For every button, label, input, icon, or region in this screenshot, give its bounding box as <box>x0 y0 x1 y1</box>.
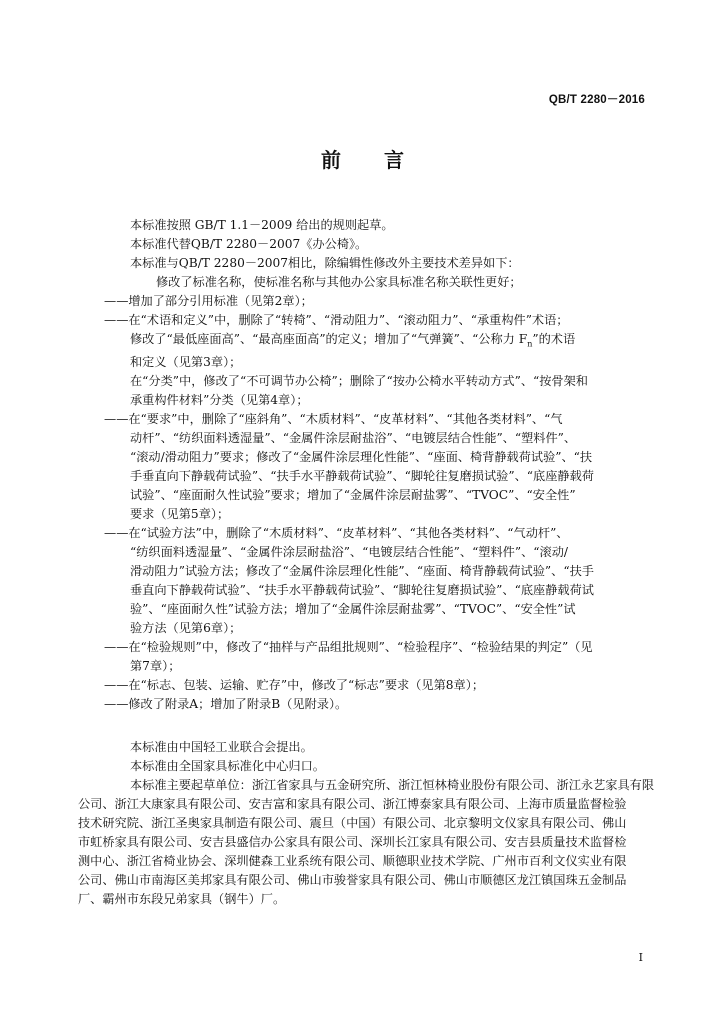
list-item: ——在“术语和定义”中，删除了“转椅”、“滑动阻力”、“滚动阻力”、“承重构件”术语； <box>104 313 569 327</box>
list-item: ——在“要求”中，删除了“座斜角”、“木质材料”、“皮革材料”、“其他各类材料”、“气 <box>104 412 563 427</box>
page-number: I <box>638 951 643 964</box>
list-item: ——修改了附录A；增加了附录B（见附录）。 <box>104 697 348 712</box>
list-item-continuation: 垂直向下静载荷试验”、“扶手水平静载荷试验”、“脚轮往复磨损试验”、“底座静载荷试 <box>130 583 594 598</box>
paragraph-drafting-rules: 本标准按照 GB/T 1.1－2009 给出的规则起草。 <box>130 218 394 232</box>
list-item-continuation: 第7章）； <box>130 659 181 674</box>
list-item-continuation: “滚动/滑动阻力”要求；修改了“金属件涂层理化性能”、“座面、椅背静载荷试验”、“扶 <box>130 450 593 465</box>
list-item-continuation: 修改了“最低座面高”、“最高座面高”的定义；增加了“气弹簧”、“公称力 $F_n$”的术语 <box>130 332 576 349</box>
list-item-continuation: 动杆”、“纺织面料透湿量”、“金属件涂层耐盐浴”、“电镀层结合性能”、“塑料件”、 <box>130 431 577 446</box>
list-item: 修改了标准名称，使标准名称与其他办公家具标准名称关联性更好； <box>156 275 522 289</box>
paragraph-gap <box>104 714 649 738</box>
paragraph-drafters-continuation: 公司、佛山市南海区美邦家具有限公司、佛山市骏誉家具有限公司、佛山市顺德区龙江镇国珠五金制品 <box>78 873 627 888</box>
paragraph-replaces: 本标准代替QB/T 2280－2007《办公椅》。 <box>130 237 368 251</box>
paragraph-administrator: 本标准由全国家具标准化中心归口。 <box>130 759 325 774</box>
list-item: ——在“标志、包装、运输、贮存”中，修改了“标志”要求（见第8章）； <box>104 678 485 693</box>
paragraph-drafters-continuation: 公司、浙江大康家具有限公司、安吉富和家具有限公司、浙江博泰家具有限公司、上海市质量监督检验 <box>78 797 627 812</box>
paragraph-drafters-continuation: 技术研究院、浙江圣奥家具制造有限公司、震旦（中国）有限公司、北京黎明文仪家具有限公司、佛山 <box>78 816 627 831</box>
paragraph-differences-intro: 本标准与QB/T 2280－2007相比，除编辑性修改外主要技术差异如下： <box>130 256 520 270</box>
list-item-continuation: 承重构件材料”分类（见第4章）； <box>130 393 309 408</box>
list-item-continuation: 手垂直向下静载荷试验”、“扶手水平静载荷试验”、“脚轮往复磨损试验”、“底座静载荷 <box>130 469 594 484</box>
list-item-continuation: “纺织面料透湿量”、“金属件涂层耐盐浴”、“电镀层结合性能”、“塑料件”、“滚动/ <box>130 545 568 560</box>
paragraph-drafters-continuation: 测中心、浙江省椅业协会、深圳健森工业系统有限公司、顺德职业技术学院、广州市百利文仪实业有限 <box>78 854 627 869</box>
standard-code: QB/T 2280－2016 <box>548 94 645 106</box>
list-item-continuation: 试验”、“座面耐久性试验”要求；增加了“金属件涂层耐盐雾”、“TVOC”、“安全性” <box>130 488 576 503</box>
list-item-continuation: 要求（见第5章）； <box>130 507 230 522</box>
paragraph-drafters-continuation: 厂、霸州市东段兄弟家具（钢牛）厂。 <box>78 892 286 907</box>
page-title: 前 言 <box>321 148 422 172</box>
list-item: ——在“试验方法”中，删除了“木质材料”、“皮革材料”、“其他各类材料”、“气动杆”、 <box>104 526 569 541</box>
list-item: ——增加了部分引用标准（见第2章）； <box>104 294 313 308</box>
paragraph-proposer: 本标准由中国轻工业联合会提出。 <box>130 740 313 755</box>
list-item-continuation: 验方法（见第6章）； <box>130 621 242 636</box>
list-item: 在“分类”中，修改了“不可调节办公椅”；删除了“按办公椅水平转动方式”、“按骨架和 <box>130 374 588 389</box>
list-item: ——在“检验规则”中，修改了“抽样与产品组批规则”、“检验程序”、“检验结果的判定”（见 <box>104 640 593 655</box>
list-item-continuation: 验”、“座面耐久性”试验方法；增加了“金属件涂层耐盐雾”、“TVOC”、“安全性”试 <box>130 602 576 617</box>
list-item-continuation: 滑动阻力”试验方法；修改了“金属件涂层理化性能”、“座面、椅背静载荷试验”、“扶手 <box>130 564 594 579</box>
paragraph-drafters-continuation: 市虹桥家具有限公司、安吉县盛信办公家具有限公司、深圳长江家具有限公司、安吉县质量技术监督检 <box>78 835 627 850</box>
list-item-continuation: 和定义（见第3章）； <box>130 355 242 370</box>
foreword-body <box>78 216 655 909</box>
paragraph-drafters: 本标准主要起草单位：浙江省家具与五金研究所、浙江恒林椅业股份有限公司、浙江永艺家具有限 <box>130 778 655 793</box>
